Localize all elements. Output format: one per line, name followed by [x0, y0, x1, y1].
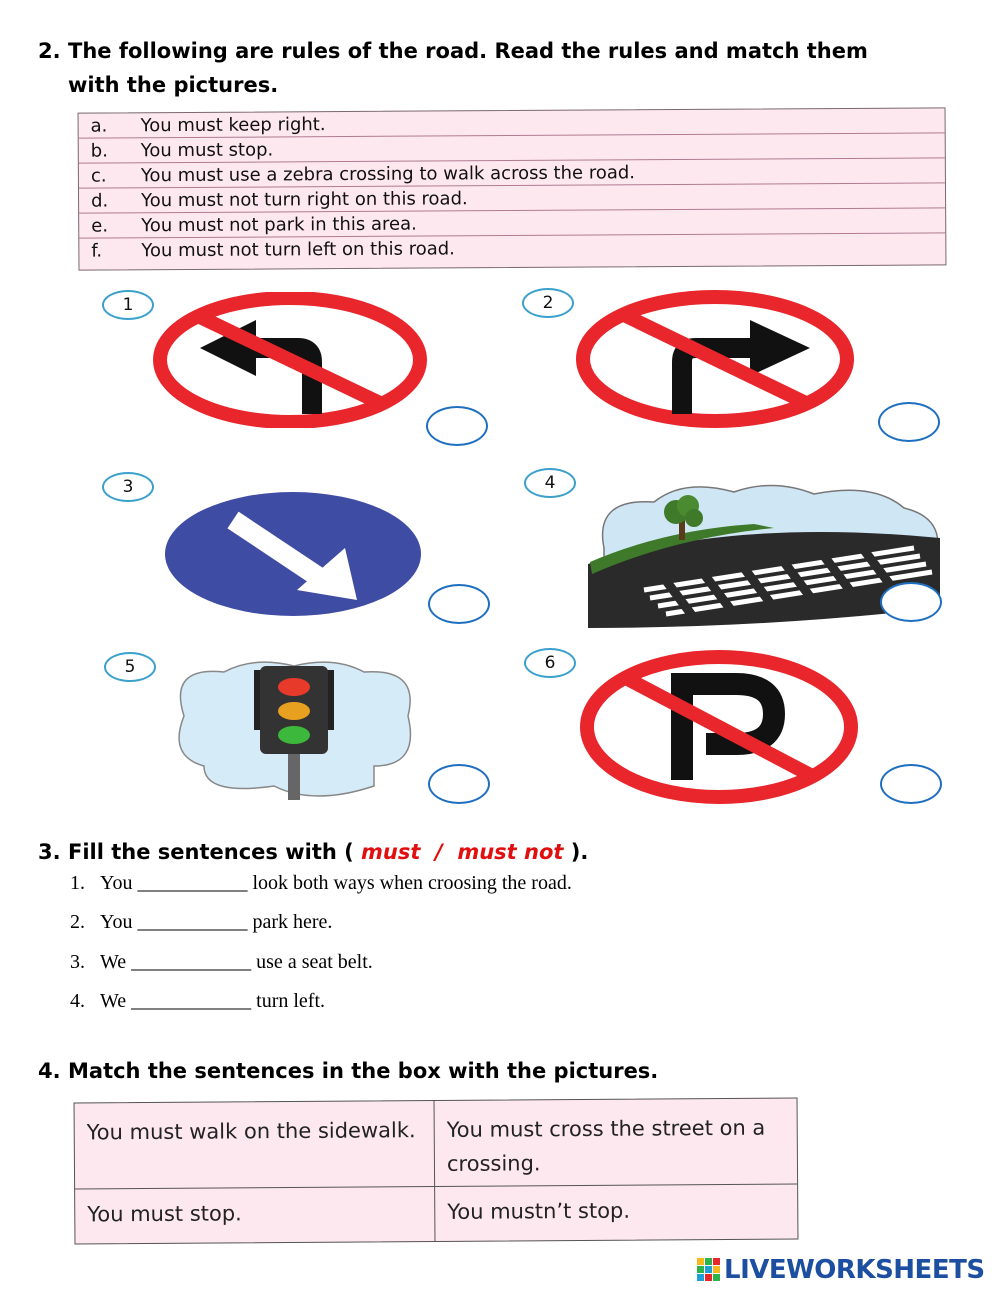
sentence-text: We ____________ use a seat belt.: [100, 951, 373, 973]
section-3-heading: [38, 835, 588, 869]
section-2-heading-line2: with the pictures.: [68, 73, 279, 97]
answer-circle-3[interactable]: [428, 584, 490, 624]
rule-letter: f.: [91, 240, 103, 262]
picture-number-2: 2: [522, 288, 574, 318]
rule-text: You must keep right.: [140, 113, 326, 136]
box-cell: You must walk on the sidewalk.: [75, 1101, 436, 1190]
word-must-not: must not: [457, 840, 564, 864]
rule-text: You must not turn right on this road.: [140, 187, 468, 211]
section-4-heading-text: Match the sentences in the box with the pictures.: [68, 1059, 659, 1083]
sentence-1: [70, 872, 572, 895]
logo-text: LIVEWORKSHEETS: [724, 1255, 985, 1285]
no-right-turn-sign-icon: [574, 290, 856, 428]
answer-circle-4[interactable]: [880, 582, 942, 622]
answer-circle-5[interactable]: [428, 764, 490, 804]
picture-number-3: 3: [102, 472, 154, 502]
picture-number-6: 6: [524, 648, 576, 678]
rule-letter: e.: [91, 214, 109, 237]
box-cell: You mustn’t stop.: [447, 1198, 631, 1224]
answer-circle-2[interactable]: [878, 402, 940, 442]
rule-text: You must use a zebra crossing to walk across the road.: [140, 161, 636, 186]
sentence-4: [70, 990, 325, 1013]
rule-text: You must not turn left on this road.: [141, 237, 455, 261]
word-separator: /: [420, 840, 458, 864]
no-parking-sign-icon: [578, 648, 860, 806]
section-3-number: 3.: [38, 840, 61, 864]
picture-number-5: 5: [104, 652, 156, 682]
section-2-number: 2.: [38, 39, 61, 63]
section-3-prefix: Fill the sentences with (: [68, 840, 362, 864]
rule-row: [79, 233, 945, 262]
section-2-heading: [38, 34, 868, 68]
match-sentences-box: [74, 1097, 799, 1244]
sentence-number: 2.: [70, 911, 85, 933]
rule-letter: b.: [90, 139, 108, 162]
sentence-text: You ___________ park here.: [100, 911, 333, 933]
box-cell: You must cross the street on a crossing.: [435, 1098, 798, 1187]
section-4-heading: [38, 1054, 658, 1088]
box-cell: You must stop.: [75, 1187, 435, 1244]
keep-right-sign-icon: [155, 484, 435, 624]
rule-letter: d.: [90, 189, 109, 212]
rule-letter: c.: [90, 164, 107, 187]
picture-number-1: 1: [102, 290, 154, 320]
sentence-3: [70, 951, 373, 974]
section-3-suffix: ).: [563, 840, 589, 864]
sentence-2: [70, 911, 332, 934]
rule-text: You must stop.: [140, 138, 274, 161]
liveworksheets-logo: [697, 1253, 985, 1287]
answer-circle-1[interactable]: [426, 406, 488, 446]
sentence-number: 1.: [70, 872, 85, 894]
traffic-light-picture-icon: [164, 656, 424, 802]
sentence-text: We ____________ turn left.: [100, 990, 326, 1012]
picture-number-4: 4: [524, 468, 576, 498]
word-must: must: [361, 840, 421, 864]
sentence-number: 3.: [70, 951, 85, 973]
rules-table: [78, 107, 947, 270]
answer-circle-6[interactable]: [880, 764, 942, 804]
rule-letter: a.: [90, 114, 108, 137]
sentence-text: You ___________ look both ways when croosing the road.: [100, 872, 572, 894]
no-left-turn-sign-icon: [152, 292, 432, 428]
section-4-number: 4.: [38, 1059, 61, 1083]
logo-blocks-icon: [697, 1258, 721, 1282]
section-2-heading-line1: The following are rules of the road. Read the rules and match them: [68, 39, 868, 63]
sentence-number: 4.: [70, 990, 85, 1012]
rule-text: You must not park in this area.: [141, 213, 417, 236]
